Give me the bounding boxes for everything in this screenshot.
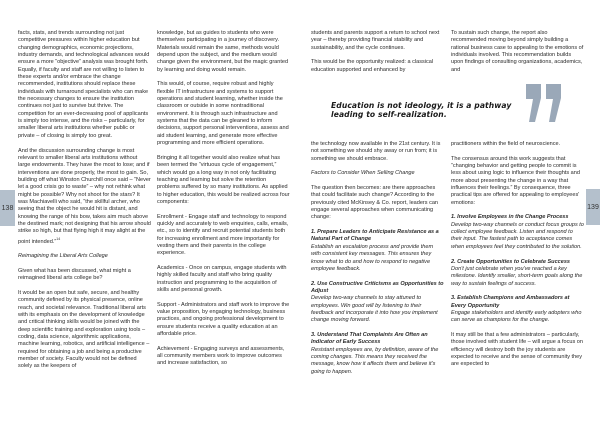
tip-3 [311,332,444,376]
tip-title: 3. Establish Champions and Ambassadors at Every Opportunity [451,295,570,309]
paragraph: Support - Administrators and staff work to improve the value proposition, by engaging technology, business practices, and ongoing professional development to ensure students receive a quality education at an affordable price. [157,301,290,338]
paragraph: practitioners within the field of neuroscience. [451,141,561,147]
tip-body: Resistant employees are, by definition, aware of the coming changes. This means they received the message, know how it affects them and believe it's going to happen. [311,346,439,375]
tip-title: 2. Use Constructive Criticisms as Opportunities to Adjust [311,280,444,294]
tip-3 [451,295,584,324]
section-heading: Factors to Consider When Selling Change [311,170,415,177]
tip-title: 3. Understand That Complaints Are Often an Indicator of Early Success [311,331,428,346]
paragraph: knowledge, but as guides to students who were themselves participating in a journey of discovery. Materials would remain the same, methods would depend upon the subject, and the medium would change given the environment, but the magic granted by learning and doing would remain. [157,30,289,73]
paragraph-text: And the discussion surrounding change is most relevant to smaller liberal arts institutions without large endowments. They have the most to lose; and if interventions are done properly, the most to gain. So, building off what Winston Churchill once said – “Never let a good crisis go to waste” – why not rethink what might be possible? Why not shoot for the stars? It was Machiavelli who said, “the skillful archer, who seeing that the object he would hit is distant, and knowing the range of his bow, takes aim much above the destined mark; not designing that his arrow should strike so high, but that flying high it may alight at the point intended.” [18,147,151,245]
tip-title: 1. Prepare Leaders to Anticipate Resistance as a Natural Part of Change [311,229,439,243]
quote-mark-icon [524,84,564,122]
page-number-right [586,189,600,225]
page-number-left [0,190,15,226]
paragraph: Given what has been discussed, what might a reimagined liberal arts college be? [18,267,131,282]
page-number-text: 138 [1,204,14,212]
column-3-bottom [311,141,444,383]
paragraph: This would, of course, require robust and highly flexible IT infrastructure and systems to support operations and student learning, whether inside the classroom or outside in some nontraditional environment. It is through such infrastructure and systems that the data can be gleaned to inform decisions, support personal interventions, assess and aid student learning, and generate more effective programming and more efficient operations. [157,81,289,147]
tip-title: 1. Involve Employees in the Change Process [451,214,569,221]
column-2 [157,30,290,375]
tip-1 [311,229,444,273]
footnote-ref: 14 [56,236,61,241]
tip-2 [311,281,444,325]
tip-1 [451,214,584,251]
page-number-text: 139 [587,203,599,211]
paragraph: students and parents support a return to school next year – thereby providing financial stability and sustainability, and the cycle continues. [311,30,440,51]
paragraph: Enrollment - Engage staff and technology to respond quickly and accurately to web enquiries, calls, emails, etc., so to identify and recruit potential students both for increasing enrollment and more importantly for vesting them and their parents in the college experience. [157,213,289,257]
paragraph: It may still be that a few administrators – particularly, those involved with student life – will argue a focus on efficiency will destroy both the joy students are expected to receive and the sense of community they are expected to [451,331,583,368]
tip-body: Develop two-way channels or conduct focus groups to collect employee feedback. Listen and respond to their input. The fastest path to acceptance comes when employees feel they contributed to the solution. [451,221,584,250]
paragraph: Achievement - Engaging surveys and assessments, all community members work to improve outcomes and increase satisfaction, so [157,345,285,367]
paragraph: To sustain such change, the report also recommended moving beyond simply building a rational business case to appealing to the emotions of individuals involved. This recommendation builds upon findings of consulting organizations, academics, and [451,30,584,73]
paragraph: the technology now available in the 21st century. It is not something we should shy away or run from; it is something we should embrace. [311,141,441,162]
tip-title: 2. Create Opportunities to Celebrate Success [451,258,570,265]
section-heading: Reimagining the Liberal Arts College [18,253,108,260]
column-3-top [311,30,444,81]
tip-2 [451,259,584,288]
paragraph [18,148,151,246]
paragraph: The consensus around this work suggests that “changing behavior and getting people to commit is less about using logic to influence their thoughts and more about presenting the change in a way that influences their feelings.” By consequence, three practical tips are offered for appealing to employees' emotions: [451,155,580,206]
tip-body: Establish an escalation process and provide them with consistent key messages. This ensures they know what to do and how to respond to negative employee feedback. [311,243,434,272]
column-4-bottom [451,141,584,376]
paragraph: The question then becomes: are there approaches that could facilitate such change? According to the previously cited McKinsey & Co. report, leaders can engage several approaches when communicating change: [311,185,439,221]
tip-body: Don't just celebrate when you've reached a key milestone. Identify smaller, short-term goals along the way to sustain feelings of success. [451,265,583,287]
paragraph: This would be the opportunity realized: a classical education supported and enhanced by [311,59,434,73]
tip-body: Develop two-way channels to stay attuned to employees. Win good will by listening to their feedback and incorporate it into how you implement change moving forward. [311,295,438,324]
paragraph: Academics - Once on campus, engage students with highly skilled faculty and staff who bring quality instruction and programming to the acquisition of skills and personal growth. [157,265,287,294]
pull-quote: Education is not ideology, it is a pathway leading to self-realization. [331,101,512,119]
paragraph: facts, stats, and trends surrounding not just competitive pressures within higher education but changing demographics, economic projections, industry demands, and technological advances would ensure a more “objective” analysis was brought forth. Equally, if faculty and staff are not willing to listen to these experts and/or embrace the change recommended, institutions should replace these individuals with turnaround specialists who can make the necessary changes to ensure the institution continues not just to survive but thrive. The competition for an ever-decreasing pool of applicants is simply too intense, and the risks – particularly, for smaller liberal arts institutions whether public or private – of closing is simply too great. [18,30,150,139]
tip-body: Engage stakeholders and identify early adopters who can serve as champions for the change. [451,309,582,324]
column-4-top [451,30,584,81]
paragraph: It would be an open but safe, secure, and healthy community defined by its physical presence, online reach, and societal relevance. Traditional liberal arts with its emphasis on the development of knowledge and critical thinking skills would be joined with the deep scientific training and exploration using tools – coding, data science, algorithmic applications, machine learning, robotics, and artificial intelligence – required for obtaining a job and being a productive member of society. Faculty would not be defined solely as the keepers of [18,289,150,370]
paragraph: Bringing it all together would also realize what has been termed the “virtuous cycle of engagement,” which would go a long way in not only facilitating teaching and learning but solve the retention problems suffered by so many institutions. As applied to higher education, this would be realized across four components: [157,154,290,205]
column-1 [18,30,151,378]
